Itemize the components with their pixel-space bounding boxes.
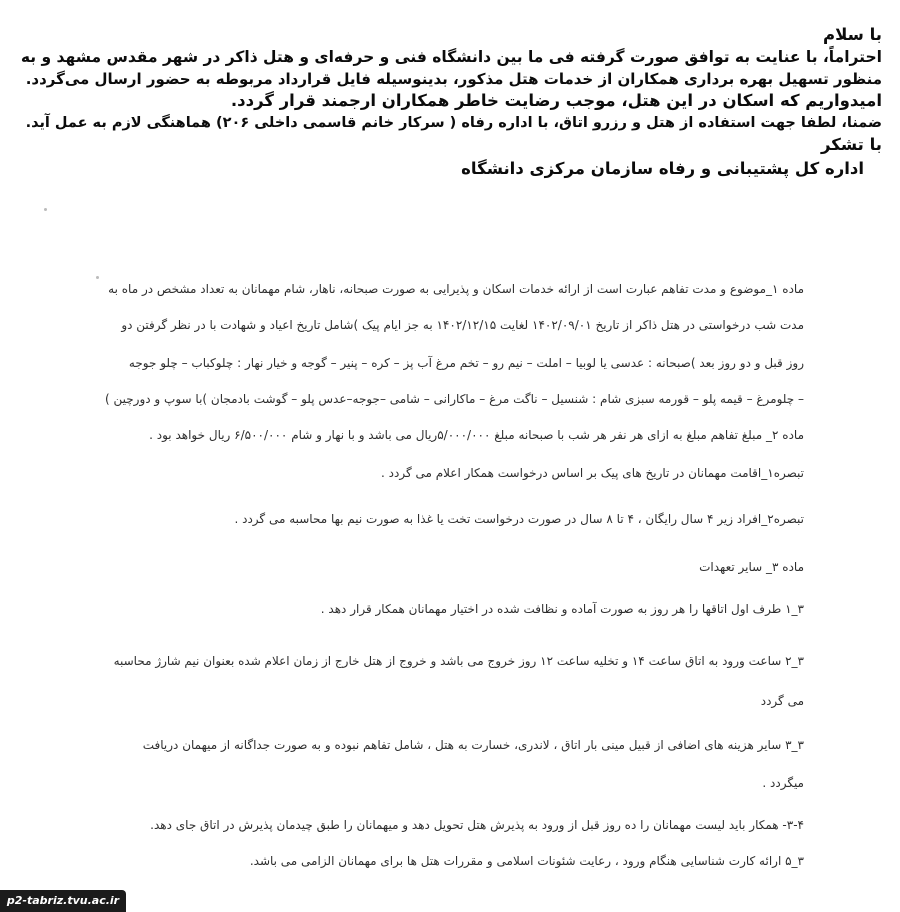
- contract-line: ماده ۲_ مبلغ تفاهم مبلغ به ازای هر نفر هر شب با صبحانه مبلغ ۵/۰۰۰/۰۰۰ریال می باشد و با نهار و شام ۶/۵۰۰/۰۰۰ ریال خواهد بود .: [149, 428, 804, 442]
- scan-speck: [44, 208, 47, 211]
- letter-line: امیدواریم که اسکان در این هتل، موجب رضایت خاطر همکاران ارجمند قرار گردد.: [230, 91, 882, 110]
- letter-line: ضمنا، لطفا جهت استفاده از هتل و رزرو اتاق، با اداره رفاه ( سرکار خانم قاسمی داخلی ۲۰۶) هماهنگی لازم به عمل آید.: [25, 115, 882, 131]
- letter-line: احتراماً، با عنایت به توافق صورت گرفته فی ما بین دانشگاه فنی و حرفه‌ای و هتل ذاکر در شهر مقدس مشهد و به: [20, 48, 882, 66]
- contract-line: ۳_۱ طرف اول اتاقها را هر روز به صورت آماده و نظافت شده در اختیار مهمانان همکار قرار دهد .: [320, 602, 804, 616]
- contract-line: ۳_۲ ساعت ورود به اتاق ساعت ۱۴ و تخلیه ساعت ۱۲ روز خروج می باشد و خروج از هتل خارج از زمان اعلام شده بعنوان نیم شارژ محاسبه: [113, 654, 804, 668]
- letter-line: منظور تسهیل بهره برداری همکاران از خدمات هتل مذکور، بدینوسیله فایل قرارداد مربوطه به حضور ارسال می‌گردد.: [25, 70, 882, 88]
- contract-line: تبصره۲_افراد زیر ۴ سال رایگان ، ۴ تا ۸ سال در صورت درخواست تخت یا غذا به صورت نیم بها محاسبه می گردد .: [234, 512, 804, 526]
- cover-letter: [14, 24, 882, 180]
- contract-line: – چلومرغ – قیمه پلو – قورمه سبزی شام : شنسیل – ناگت مرغ – ماکارانی – شامی –جوجه–عدس پلو – گوشت بادمجان )با سوپ و دورچین ): [105, 392, 804, 406]
- contract-line: میگردد .: [762, 776, 804, 790]
- contract-line: می گردد: [760, 694, 804, 708]
- contract-line: ۳-۴- همکار باید لیست مهمانان را ده روز قبل از ورود به پذیرش هتل تحویل دهد و میهمانان را طبق چیدمان پذیرش در اتاق جای دهد.: [150, 818, 804, 832]
- contract-line: ماده ۱_موضوع و مدت تفاهم عبارت است از ارائه خدمات اسکان و پذیرایی به صورت صبحانه، ناهار، شام مهمانان به تعداد مشخص در ماه به: [108, 282, 804, 296]
- contract-line: ۳_۵ ارائه کارت شناسایی هنگام ورود ، رعایت شئونات اسلامی و مقررات هتل ها برای مهمانان الزامی می باشد.: [249, 854, 804, 868]
- scan-speck: [96, 276, 99, 279]
- letter-closing: با تشکر: [821, 135, 882, 154]
- letter-signature: اداره کل پشتیبانی و رفاه سازمان مرکزی دانشگاه: [461, 159, 864, 178]
- section-heading: ماده ۳_ سایر تعهدات: [699, 560, 804, 574]
- contract-line: تبصره۱_اقامت مهمانان در تاریخ های پیک بر اساس درخواست همکار اعلام می گردد .: [381, 466, 804, 480]
- source-watermark: p2-tabriz.tvu.ac.ir: [0, 890, 126, 912]
- letter-greeting: با سلام: [823, 25, 882, 44]
- contract-line: ۳_۳ سایر هزینه های اضافی از قبیل مینی بار اتاق ، لاندری، خسارت به هتل ، شامل تفاهم نبوده و به صورت جداگانه از میهمان دریافت: [142, 738, 804, 752]
- contract-line: روز قبل و دو روز بعد )صبحانه : عدسی یا لوبیا – املت – نیم رو – تخم مرغ آب پز – کره – پنیر – گوجه و خیار نهار : چلوکباب – چلو جوجه: [128, 356, 804, 370]
- contract-line: مدت شب درخواستی در هتل ذاکر از تاریخ ۱۴۰۲/۰۹/۰۱ لغایت ۱۴۰۲/۱۲/۱۵ به جز ایام پیک )شامل تاریخ اعیاد و شهادت با در نظر گرفتن دو: [121, 318, 804, 332]
